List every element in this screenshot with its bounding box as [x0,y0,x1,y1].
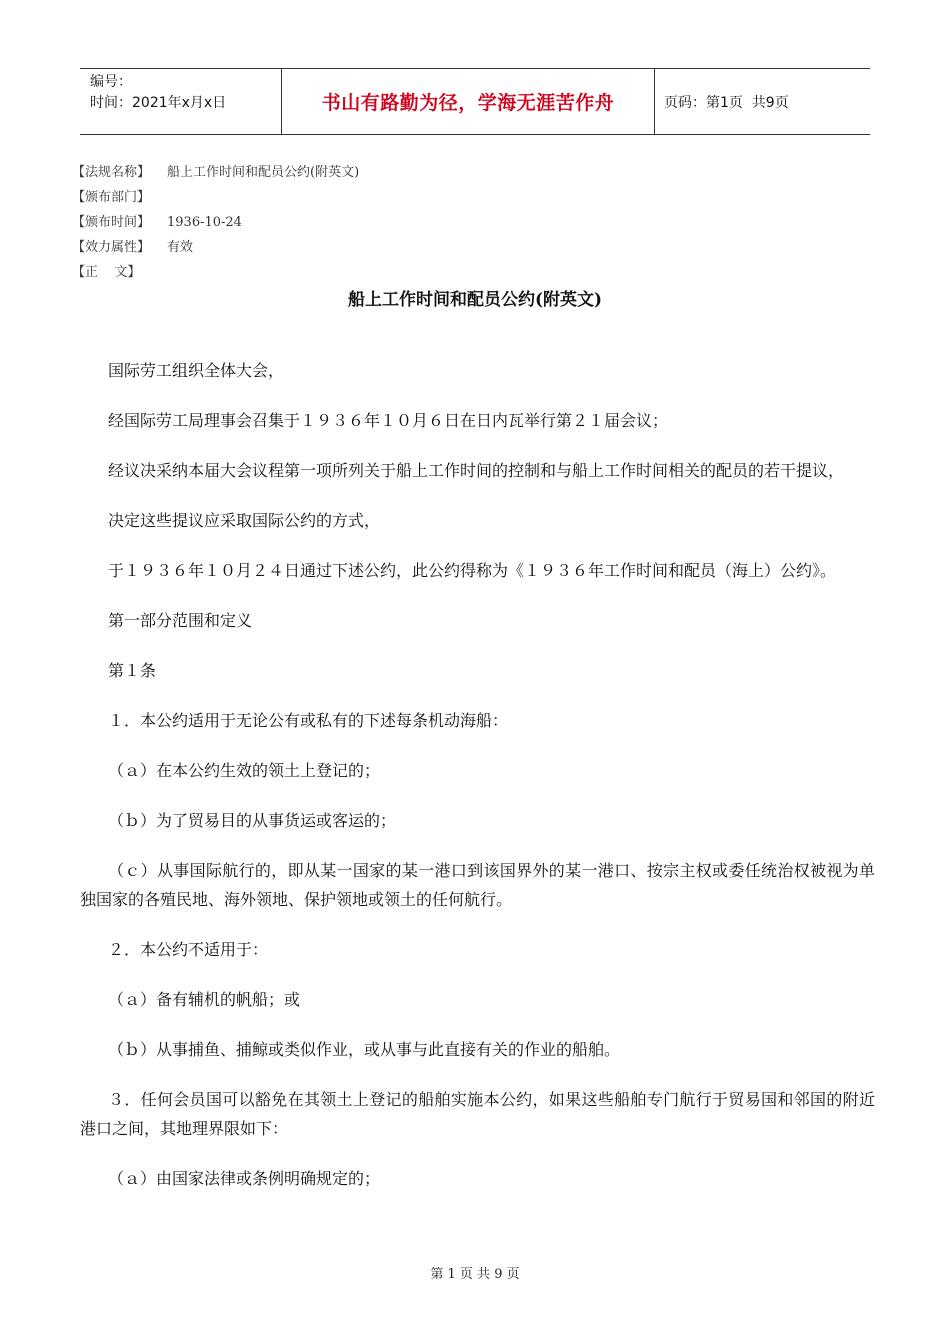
paragraph: （ｂ）从事捕鱼、捕鲸或类似作业，或从事与此直接有关的作业的船舶。 [108,1040,621,1059]
page-header [80,68,870,135]
document-number-label: 编号： [90,74,132,90]
page-indicator: 页码：第1页 共9页 [664,94,789,111]
meta-value: 船上工作时间和配员公约(附英文) [167,165,360,180]
meta-row-text [72,260,359,285]
paragraph: 经国际劳工局理事会召集于１９３６年１０月６日在日内瓦举行第２１届会议； [108,411,669,430]
meta-row-validity [72,235,359,260]
header-info-cell [80,69,282,134]
paragraph: ３．任何会员国可以豁免在其领土上登记的船舶实施本公约，如果这些船舶专门航行于贸易国和邻国的附近港口之间，其地理界限如下： [80,1090,875,1138]
meta-label: 【颁布时间】 [72,215,151,230]
header-motto-cell [282,69,655,134]
paragraph: １．本公约适用于无论公有或私有的下述每条机动海船： [108,711,509,730]
paragraph: （ａ）备有辅机的帆船；或 [108,990,301,1009]
motto-text: 书山有路勤为径，学海无涯苦作舟 [321,92,615,114]
meta-label: 【正 文】 [72,265,141,280]
paragraph: 于１９３６年１０月２４日通过下述公约，此公约得称为《１９３６年工作时间和配员（海上）公约》。 [108,561,837,580]
paragraph: 经议决采纳本届大会议程第一项所列关于船上工作时间的控制和与船上工作时间相关的配员的若干提议， [108,461,845,480]
meta-row-name [72,160,359,185]
document-body [80,356,875,1214]
paragraph: 国际劳工组织全体大会， [108,361,285,380]
meta-row-department [72,185,359,210]
meta-label: 【颁布部门】 [72,190,151,205]
paragraph: 决定这些提议应采取国际公约的方式， [108,511,381,530]
meta-label: 【效力属性】 [72,240,151,255]
section-heading: 第一部分范围和定义 [108,611,253,630]
paragraph: ２．本公约不适用于： [108,940,269,959]
paragraph: （ｂ）为了贸易目的从事货运或客运的； [108,811,397,830]
paragraph: （ａ）在本公约生效的领土上登记的； [108,761,381,780]
page-footer: 第 1 页 共 9 页 [430,1267,520,1282]
paragraph: （ａ）由国家法律或条例明确规定的； [108,1169,381,1188]
regulation-metadata [72,160,359,285]
document-date-label: 时间：2021年x月x日 [90,95,227,111]
article-heading: 第１条 [108,661,157,680]
meta-value: 有效 [167,240,194,255]
paragraph: （ｃ）从事国际航行的，即从某一国家的某一港口到该国界外的某一港口、按宗主权或委任统治权被视为单独国家的各殖民地、海外领地、保护领地或领土的任何航行。 [80,861,875,909]
document-title: 船上工作时间和配员公约(附英文) [347,290,603,310]
meta-label: 【法规名称】 [72,165,151,180]
meta-row-date [72,210,359,235]
meta-value: 1936-10-24 [167,215,242,230]
header-page-cell [655,69,870,134]
